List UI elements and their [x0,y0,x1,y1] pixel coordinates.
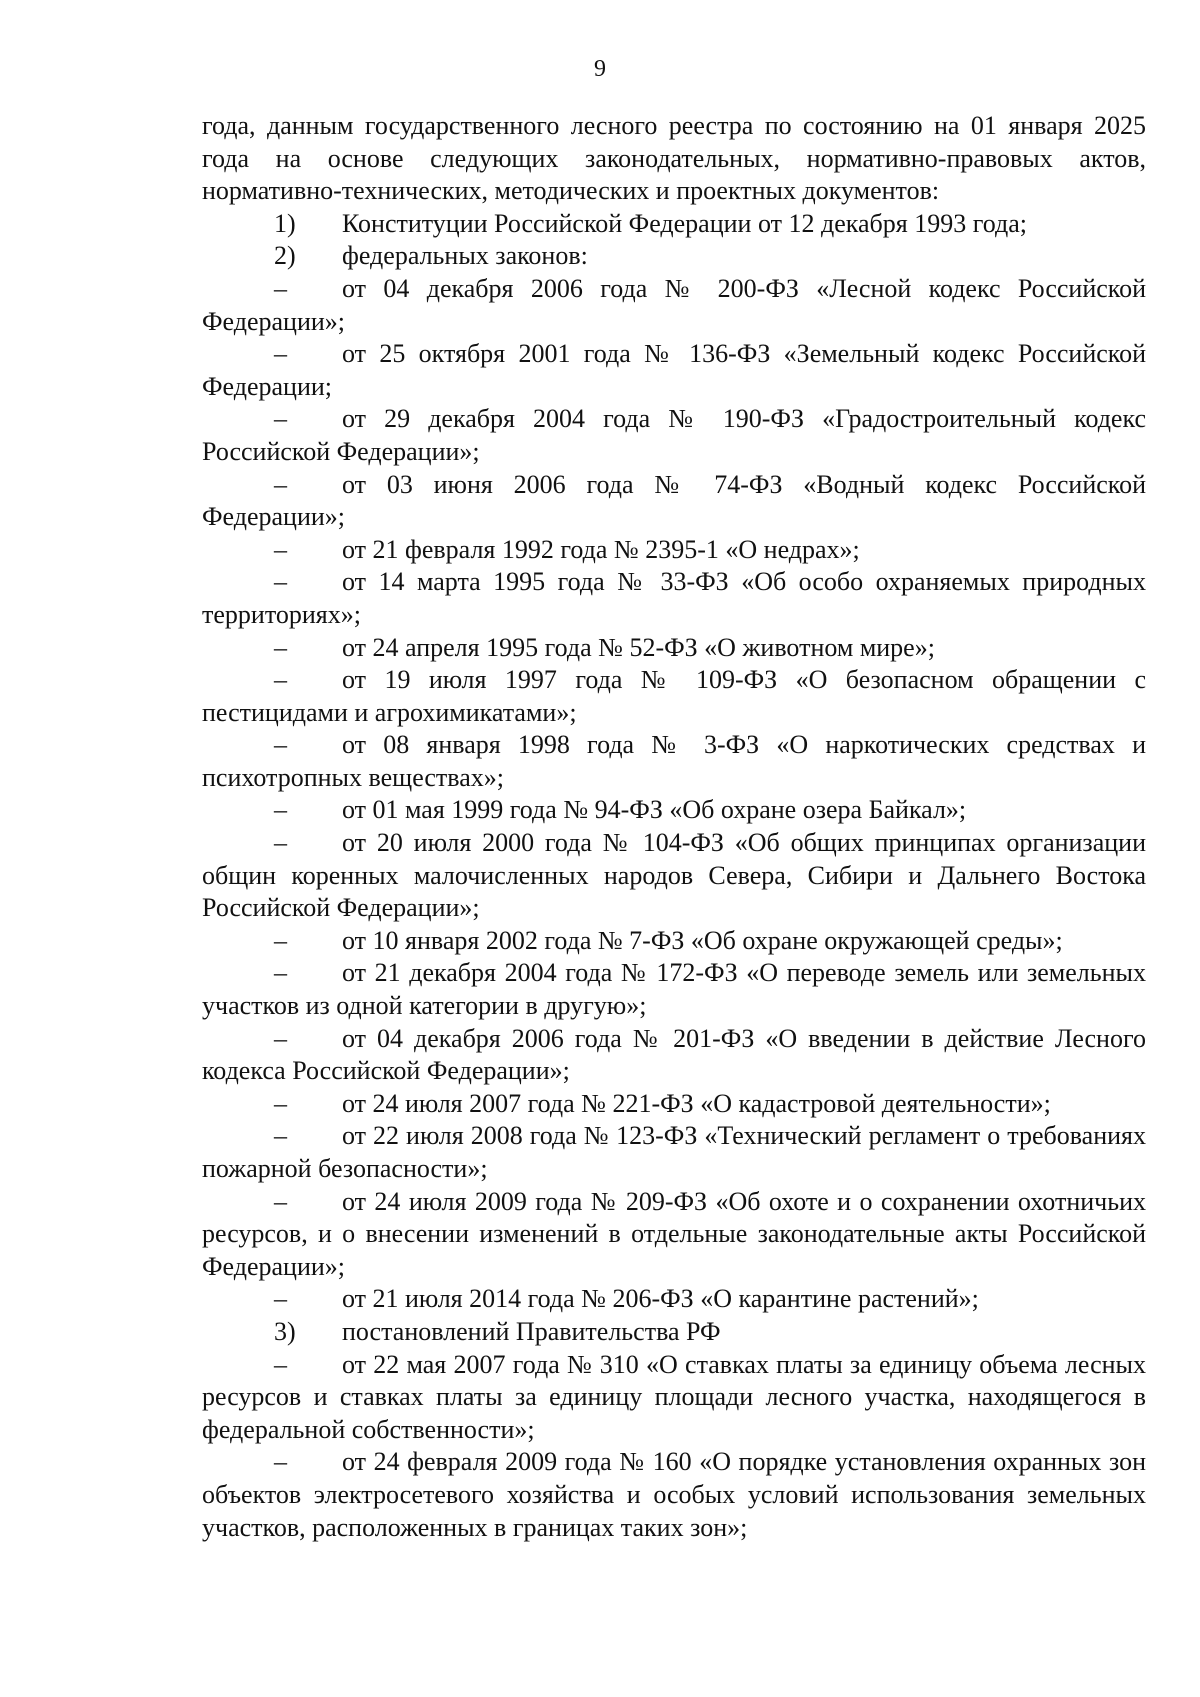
list-marker: – [274,404,287,434]
list-item-text: от 24 апреля 1995 года № 52-ФЗ «О животном мире»; [342,632,935,662]
page-number: 9 [594,56,606,82]
list-item-text: от 20 июля 2000 года № 104-ФЗ «Об общих принципах организации общин коренных малочисленных народов Севера, Сибири и Дальнего Востока Российской Федерации»; [202,828,1146,923]
list-marker: – [274,958,287,988]
list-item [202,403,1146,468]
list-item [202,664,1146,729]
list-marker: – [274,567,287,597]
list-marker: – [274,1023,287,1053]
list-item-text: от 01 мая 1999 года № 94-ФЗ «Об охране озера Байкал»; [342,795,967,825]
list-item [202,1023,1146,1088]
list-item [202,794,1146,827]
list-item-text: от 19 июля 1997 года № 109-ФЗ «О безопасном обращении с пестицидами и агрохимикатами»; [202,665,1146,727]
list-item-text: от 04 декабря 2006 года № 201-ФЗ «О введении в действие Лесного кодекса Российской Федерации»; [202,1023,1146,1086]
list-item [202,240,1146,273]
list-item-text: от 29 декабря 2004 года № 190-ФЗ «Градостроительный кодекс Российской Федерации»; [202,404,1146,466]
list-item-text: от 22 мая 2007 года № 310 «О ставках платы за единицу объема лесных ресурсов и ставках платы за единицу площади лесного участка, находящегося в федеральной собственности»; [202,1349,1146,1444]
list-marker: – [274,1284,287,1314]
list-item-text: от 03 июня 2006 года № 74-ФЗ «Водный кодекс Российской Федерации»; [202,469,1146,532]
list-marker: – [274,1349,287,1379]
list-marker: – [274,828,287,858]
list-item-text: от 14 марта 1995 года № 33-ФЗ «Об особо охраняемых природных территориях»; [202,567,1146,629]
list-marker: – [274,1088,287,1118]
list-item [202,632,1146,665]
list-item [202,566,1146,631]
list-item-text: от 10 января 2002 года № 7-ФЗ «Об охране окружающей среды»; [342,925,1063,955]
list-item [202,827,1146,925]
list-item [202,208,1146,241]
list-marker: 2) [274,241,296,271]
list-item-text: Конституции Российской Федерации от 12 декабря 1993 года; [342,208,1027,238]
list-marker: – [274,1186,287,1216]
list-item-text: от 24 июля 2009 года № 209-ФЗ «Об охоте и о сохранении охотничьих ресурсов, и о внесении изменений в отдельные законодательные акты Российской Федерации»; [202,1186,1146,1281]
list-item [202,1349,1146,1447]
list-marker: – [274,632,287,662]
list-item [202,1120,1146,1185]
list-item-text: от 22 июля 2008 года № 123-ФЗ «Технический регламент о требованиях пожарной безопасности»; [202,1121,1146,1183]
list-item [202,1088,1146,1121]
document-body [202,110,1146,1544]
list-item-text: от 25 октября 2001 года № 136-ФЗ «Земельный кодекс Российской Федерации; [202,339,1146,401]
list-marker: – [274,273,287,303]
list-marker: – [274,534,287,564]
list-item-text: от 21 февраля 1992 года № 2395-1 «О недрах»; [342,534,860,564]
list-marker: 3) [274,1316,296,1346]
list-marker: – [274,1447,287,1477]
list-item-text: от 08 января 1998 года № 3-ФЗ «О наркотических средствах и психотропных веществах»; [202,730,1146,792]
list-item [202,925,1146,958]
list-item [202,957,1146,1022]
list-item [202,1446,1146,1544]
list-item-text: федеральных законов: [342,241,588,271]
list-item [202,469,1146,534]
list-marker: – [274,1121,287,1151]
list-item-text: от 21 декабря 2004 года № 172-ФЗ «О переводе земель или земельных участков из одной категории в другую»; [202,958,1146,1021]
list-marker: – [274,665,287,695]
list-item [202,729,1146,794]
list-item [202,1283,1146,1316]
list-marker: – [274,469,287,499]
list-item-text: от 21 июля 2014 года № 206-ФЗ «О карантине растений»; [342,1284,979,1314]
list-marker: – [274,339,287,369]
list-item [202,1316,1146,1349]
list-item [202,534,1146,567]
list-item [202,273,1146,338]
list-item-text: от 04 декабря 2006 года № 200-ФЗ «Лесной кодекс Российской Федерации»; [202,273,1146,336]
list-item-text: от 24 февраля 2009 года № 160 «О порядке установления охранных зон объектов электросетевого хозяйства и особых условий использования земельных участков, расположенных в границах таких зон»; [202,1447,1146,1542]
list-marker: 1) [274,208,296,238]
intro-paragraph: года, данным государственного лесного реестра по состоянию на 01 января 2025 года на основе следующих законодательных, нормативно-правовых актов, нормативно-технических, методических и проектных документов: [202,111,1146,206]
list-marker: – [274,795,287,825]
list-marker: – [274,730,287,760]
list-item-text: от 24 июля 2007 года № 221-ФЗ «О кадастровой деятельности»; [342,1088,1051,1118]
list-item [202,338,1146,403]
list-marker: – [274,925,287,955]
list-item-text: постановлений Правительства РФ [342,1316,721,1346]
list-item [202,1186,1146,1284]
